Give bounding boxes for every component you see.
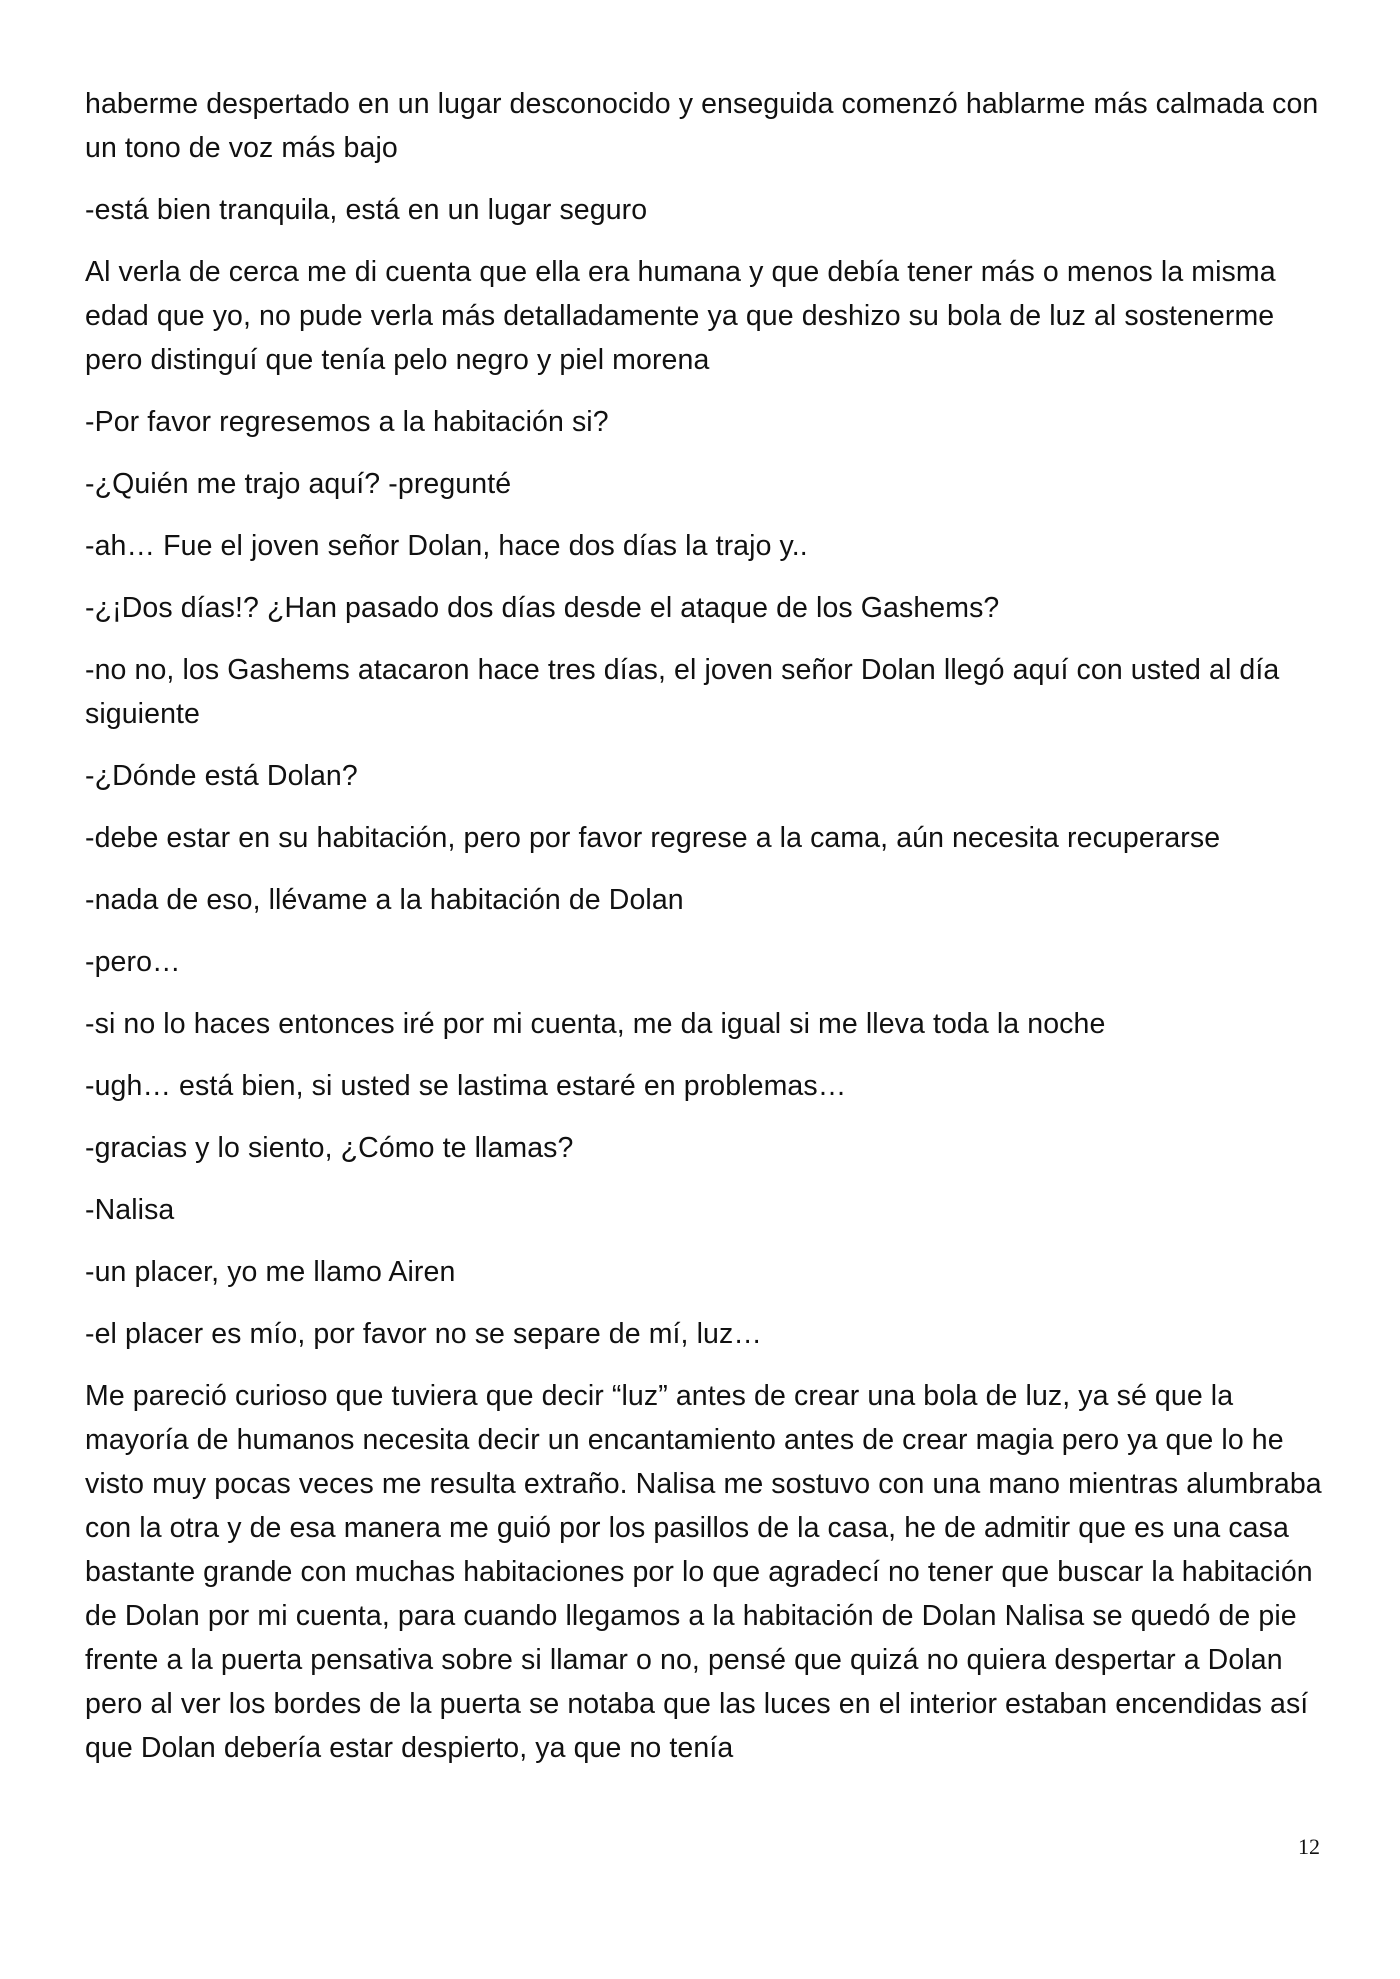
page-body: [85, 82, 1325, 1788]
paragraph: Me pareció curioso que tuviera que decir “luz” antes de crear una bola de luz, ya sé que la mayoría de humanos necesita decir un encantamiento antes de crear magia pero ya que lo he visto muy pocas veces me resulta extraño. Nalisa me sostuvo con una mano mientras alumbraba con la otra y de esa manera me guió por los pasillos de la casa, he de admitir que es una casa bastante grande con muchas habitaciones por lo que agradecí no tener que buscar la habitación de Dolan por mi cuenta, para cuando llegamos a la habitación de Dolan Nalisa se quedó de pie frente a la puerta pensativa sobre si llamar o no, pensé que quizá no quiera despertar a Dolan pero al ver los bordes de la puerta se notaba que las luces en el interior estaban encendidas así que Dolan debería estar despierto, ya que no tenía: [85, 1380, 1322, 1764]
paragraph: -ah… Fue el joven señor Dolan, hace dos días la trajo y..: [85, 530, 808, 562]
paragraph: -nada de eso, llévame a la habitación de Dolan: [85, 884, 684, 916]
paragraph: Al verla de cerca me di cuenta que ella era humana y que debía tener más o menos la misma edad que yo, no pude verla más detalladamente ya que deshizo su bola de luz al sostenerme pero distinguí que tenía pelo negro y piel morena: [85, 256, 1276, 376]
paragraph: haberme despertado en un lugar desconocido y enseguida comenzó hablarme más calmada con un tono de voz más bajo: [85, 88, 1319, 164]
paragraph: -Nalisa: [85, 1194, 175, 1226]
paragraph: -no no, los Gashems atacaron hace tres días, el joven señor Dolan llegó aquí con usted al día siguiente: [85, 654, 1280, 730]
paragraph: -un placer, yo me llamo Airen: [85, 1256, 456, 1288]
paragraph: -pero…: [85, 946, 181, 978]
paragraph: -¿¡Dos días!? ¿Han pasado dos días desde el ataque de los Gashems?: [85, 592, 1000, 624]
paragraph: -¿Quién me trajo aquí? -pregunté: [85, 468, 512, 500]
paragraph: -Por favor regresemos a la habitación si?: [85, 406, 609, 438]
paragraph: -ugh… está bien, si usted se lastima estaré en problemas…: [85, 1070, 847, 1102]
paragraph: -el placer es mío, por favor no se separe de mí, luz…: [85, 1318, 762, 1350]
paragraph: -está bien tranquila, está en un lugar seguro: [85, 194, 648, 226]
paragraph: -si no lo haces entonces iré por mi cuenta, me da igual si me lleva toda la noche: [85, 1008, 1106, 1040]
paragraph: -debe estar en su habitación, pero por favor regrese a la cama, aún necesita recuperarse: [85, 822, 1221, 854]
page-number: 12: [1298, 1834, 1320, 1859]
paragraph: -¿Dónde está Dolan?: [85, 760, 358, 792]
paragraph: -gracias y lo siento, ¿Cómo te llamas?: [85, 1132, 574, 1164]
